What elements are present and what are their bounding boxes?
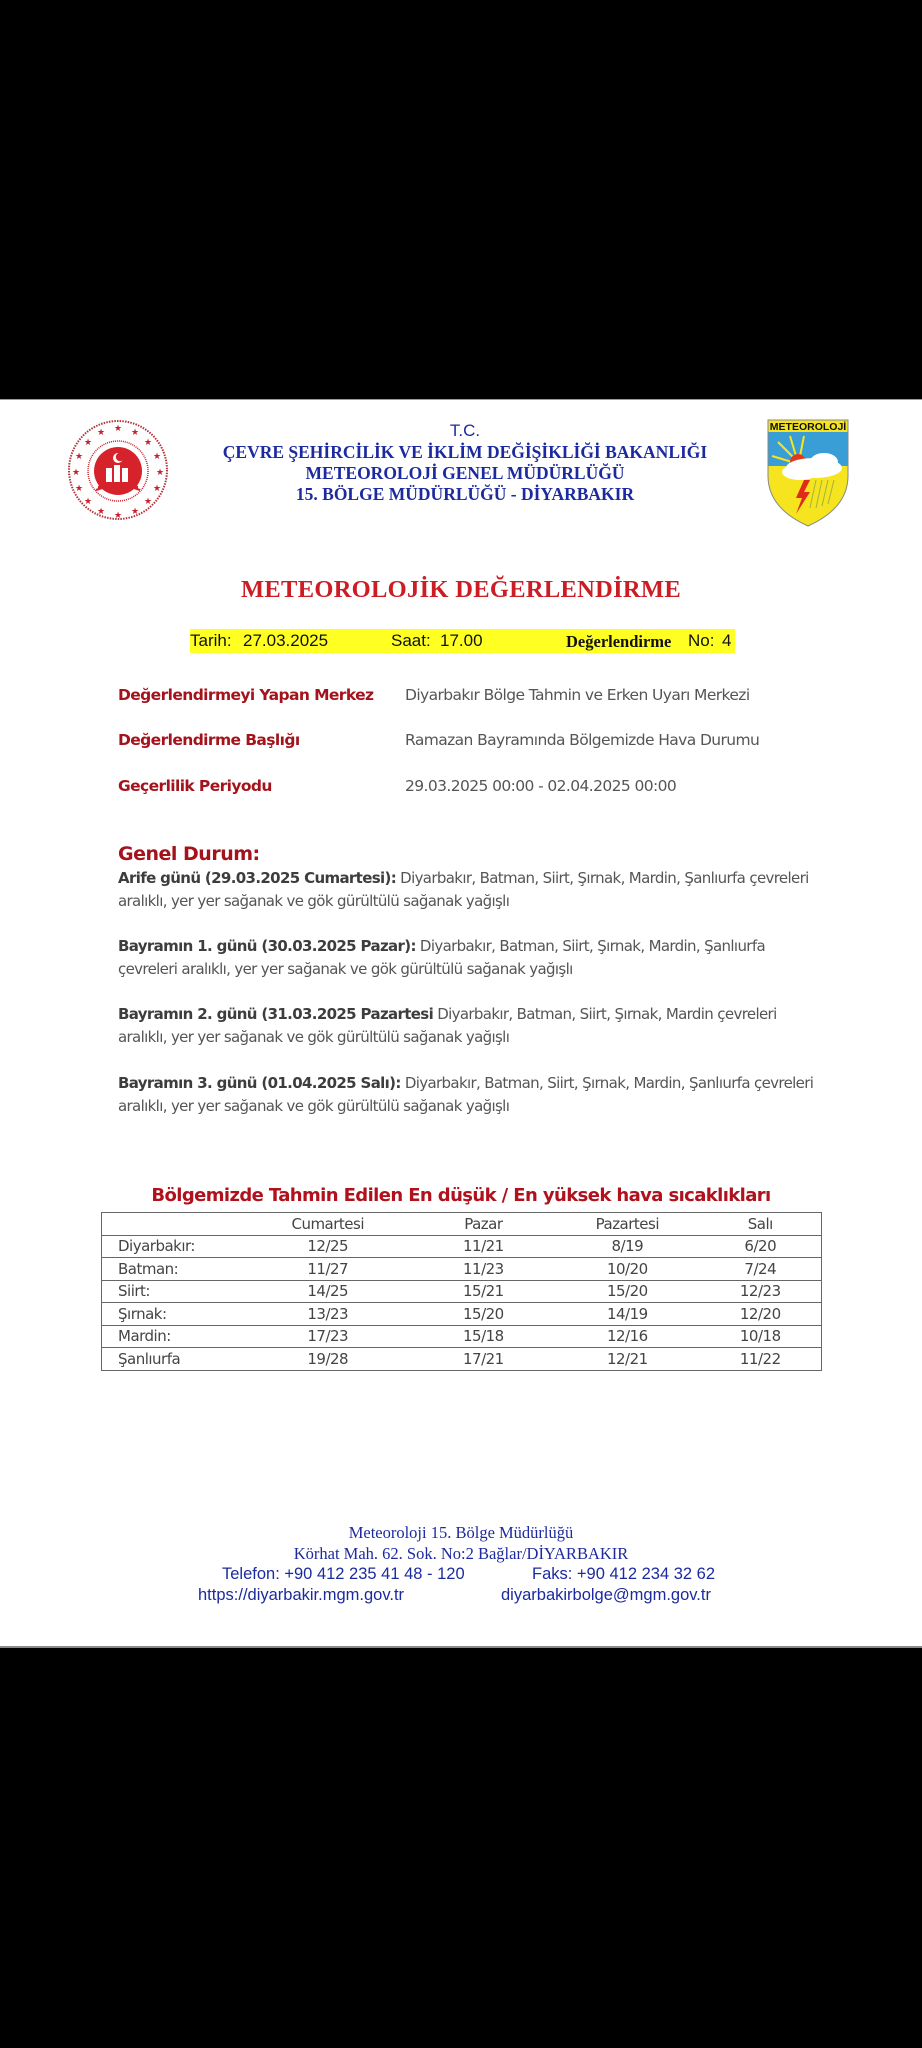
footer-website-link[interactable]: https://diyarbakir.mgm.gov.tr: [198, 1586, 405, 1604]
table-header-row: [102, 1213, 822, 1236]
temperature-cell: 14/19: [555, 1303, 699, 1326]
forecast-paragraph: [118, 1072, 818, 1118]
temperature-cell: 13/23: [244, 1303, 412, 1326]
footer-phone: Telefon: +90 412 235 41 48 - 120: [222, 1565, 465, 1583]
temperature-cell: 15/18: [412, 1325, 555, 1348]
forecast-paragraph: [118, 1003, 818, 1049]
header-ministry: ÇEVRE ŞEHİRCİLİK VE İKLİM DEĞİŞİKLİĞİ BAKANLIĞI: [222, 442, 708, 462]
temperature-table-title: Bölgemizde Tahmin Edilen En düşük / En yüksek hava sıcaklıkları: [151, 1185, 771, 1206]
temperature-cell: 11/27: [244, 1258, 412, 1281]
column-header: Pazar: [412, 1213, 555, 1236]
header-directorate: METEOROLOJİ GENEL MÜDÜRLÜĞÜ: [305, 463, 625, 483]
city-name-cell: Şırnak:: [102, 1303, 244, 1326]
forecast-text: Diyarbakır, Batman, Siirt, Şırnak, Mardin, Şanlıurfa çevreleri aralıklı, yer yer sağanak ve gök gürültülü sağanak yağışlı: [118, 1074, 814, 1115]
svg-text:★: ★: [74, 451, 84, 461]
column-header: [102, 1213, 244, 1236]
meteoroloji-shield-icon: [764, 418, 852, 528]
table-row: [102, 1348, 822, 1371]
table-row: [102, 1235, 822, 1258]
forecast-text: Diyarbakır, Batman, Siirt, Şırnak, Mardin, Şanlıurfa çevreleri aralıklı, yer yer sağanak ve gök gürültülü sağanak yağışlı: [118, 937, 765, 978]
city-name-cell: Diyarbakır:: [102, 1235, 244, 1258]
forecast-text: Diyarbakır, Batman, Siirt, Şırnak, Mardin çevreleri aralıklı, yer yer sağanak ve gök gürültülü sağanak yağışlı: [118, 1005, 777, 1046]
temperature-cell: 17/21: [463, 1349, 504, 1368]
temperature-cell: 11/22: [739, 1349, 781, 1368]
time-label: Saat:: [391, 631, 431, 650]
footer-fax: Faks: +90 412 234 32 62: [532, 1565, 716, 1583]
svg-text:★: ★: [155, 467, 165, 477]
table-row: [102, 1280, 822, 1303]
svg-text:★: ★: [113, 423, 123, 433]
forecast-day: Bayramın 3. günü (01.04.2025 Salı):: [118, 1074, 401, 1092]
svg-text:★: ★: [96, 506, 106, 516]
forecast-day: Bayramın 1. günü (30.03.2025 Pazar):: [118, 937, 416, 955]
temperature-cell: 12/20: [700, 1303, 822, 1326]
svg-text:★: ★: [83, 437, 93, 447]
table-row: [102, 1303, 822, 1326]
forecast-day: Arife günü (29.03.2025 Cumartesi):: [118, 869, 397, 887]
svg-text:★: ★: [152, 451, 162, 461]
temperature-cell: 11/21: [412, 1235, 555, 1258]
forecast-paragraph: [118, 867, 818, 913]
forecast-paragraph: [118, 935, 818, 981]
date-value: 27.03.2025: [243, 631, 329, 650]
svg-text:★: ★: [113, 510, 123, 520]
svg-text:★: ★: [130, 506, 140, 516]
temperature-cell: 8/19: [555, 1235, 699, 1258]
temperature-cell: 10/20: [555, 1258, 699, 1281]
info-value-center: Diyarbakır Bölge Tahmin ve Erken Uyarı Merkezi: [405, 686, 750, 704]
temperature-cell: 7/24: [700, 1258, 822, 1281]
info-label-center: Değerlendirmeyi Yapan Merkez: [118, 686, 374, 704]
temperature-table: [101, 1212, 822, 1371]
table-row: [102, 1325, 822, 1348]
column-header: Pazartesi: [555, 1213, 699, 1236]
info-value-validity: 29.03.2025 00:00 - 02.04.2025 00:00: [405, 777, 677, 795]
info-label-validity: Geçerlilik Periyodu: [118, 777, 272, 795]
svg-text:★: ★: [74, 483, 84, 493]
column-header: Salı: [700, 1213, 822, 1236]
temperature-cell: 15/20: [555, 1280, 699, 1303]
temperature-cell: 11/23: [412, 1258, 555, 1281]
document-title: METEOROLOJİK DEĞERLENDİRME: [240, 576, 681, 603]
evaluation-number-value: 4: [722, 631, 732, 650]
temperature-cell: 12/23: [700, 1280, 822, 1303]
temperature-cell: 19/28: [307, 1349, 349, 1368]
temperature-cell: 14/25: [244, 1280, 412, 1303]
general-situation-heading: Genel Durum:: [118, 843, 260, 865]
date-label: Tarih:: [190, 631, 232, 650]
footer-contacts: [0, 1565, 922, 1609]
svg-text:★: ★: [130, 427, 140, 437]
evaluation-number-suffix: No:: [688, 631, 715, 650]
svg-text:★: ★: [152, 483, 162, 493]
temperature-cell: 6/20: [700, 1235, 822, 1258]
column-header: Cumartesi: [244, 1213, 412, 1236]
info-value-title: Ramazan Bayramında Bölgemizde Hava Durumu: [405, 731, 760, 749]
forecast-day: Bayramın 2. günü (31.03.2025 Pazartesi: [118, 1005, 434, 1023]
temperature-cell: 17/23: [244, 1325, 412, 1348]
info-label-title: Değerlendirme Başlığı: [118, 731, 300, 749]
meta-bar: [190, 629, 735, 653]
city-name-cell: Şanlıurfa: [118, 1349, 181, 1368]
temperature-cell: 15/21: [412, 1280, 555, 1303]
temperature-cell: 12/25: [244, 1235, 412, 1258]
document-page: [0, 399, 922, 1648]
city-name-cell: Siirt:: [102, 1280, 244, 1303]
temperature-cell: 15/20: [412, 1303, 555, 1326]
temperature-cell: 12/16: [555, 1325, 699, 1348]
footer-org: Meteoroloji 15. Bölge Müdürlüğü: [348, 1523, 574, 1542]
evaluation-number-label: Değerlendirme: [566, 632, 672, 651]
temperature-cell: 12/21: [606, 1349, 648, 1368]
header-regional-office: 15. BÖLGE MÜDÜRLÜĞÜ - DİYARBAKIR: [295, 484, 635, 504]
svg-text:★: ★: [83, 496, 93, 506]
shield-label: METEOROLOJİ: [769, 421, 847, 433]
footer-address: Körhat Mah. 62. Sok. No:2 Bağlar/DİYARBAKIR: [293, 1544, 629, 1563]
city-name-cell: Batman:: [102, 1258, 244, 1281]
svg-text:★: ★: [143, 437, 153, 447]
forecast-text: Diyarbakır, Batman, Siirt, Şırnak, Mardin, Şanlıurfa çevreleri aralıklı, yer yer sağanak ve gök gürültülü sağanak yağışlı: [118, 869, 809, 910]
svg-text:★: ★: [71, 467, 81, 477]
svg-text:★: ★: [143, 496, 153, 506]
table-row: [102, 1258, 822, 1281]
svg-text:★: ★: [96, 427, 106, 437]
header-tc: T.C.: [449, 421, 481, 440]
temperature-cell: 10/18: [700, 1325, 822, 1348]
footer-email-link[interactable]: diyarbakirbolge@mgm.gov.tr: [501, 1586, 711, 1604]
time-value: 17.00: [440, 631, 483, 650]
city-name-cell: Mardin:: [102, 1325, 244, 1348]
